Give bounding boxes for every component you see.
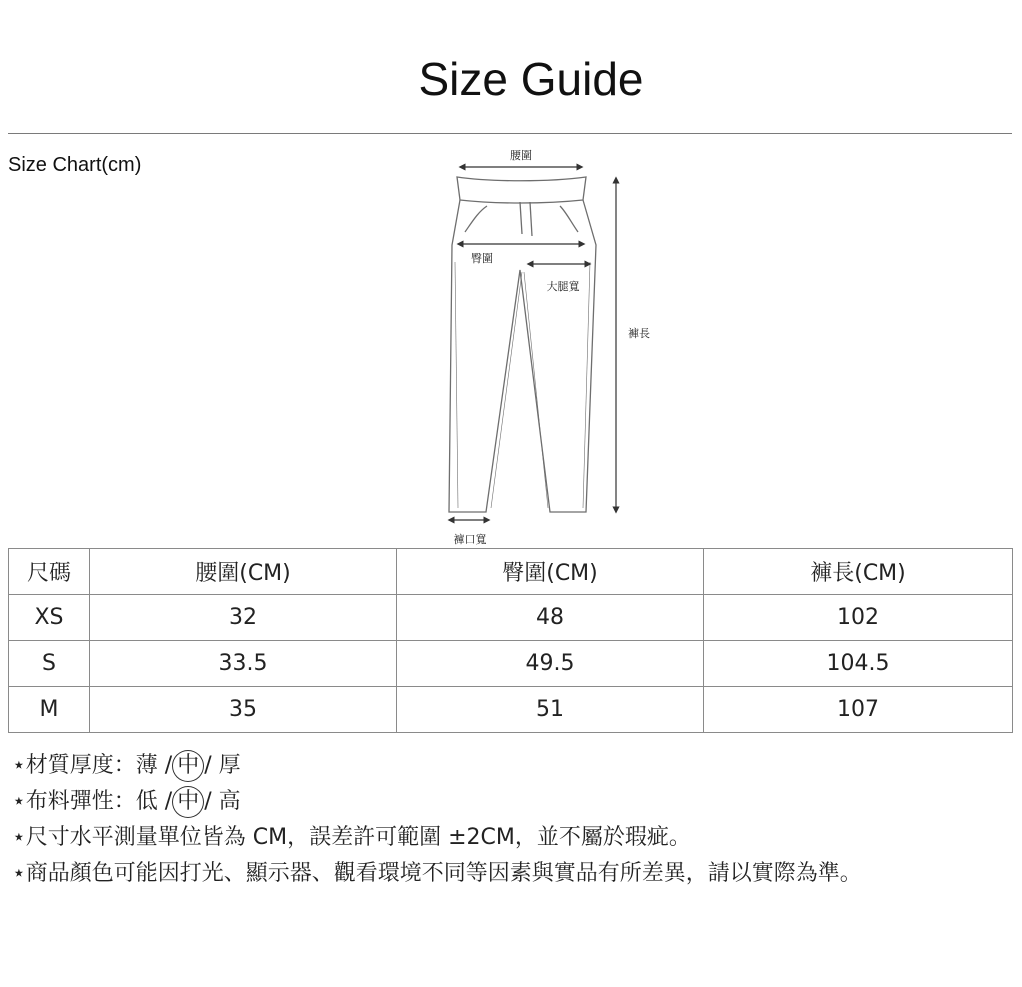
table-row	[9, 595, 1013, 641]
note-color: ⋆商品顏色可能因打光、顯示器、觀看環境不同等因素與實品有所差異，請以實際為準。	[12, 861, 862, 886]
header-length: 褲長(CM)	[704, 549, 1013, 595]
header-hip: 臀圍(CM)	[397, 549, 704, 595]
label-hip: 臀圍	[471, 252, 493, 265]
label-length: 褲長	[628, 327, 650, 340]
cell-waist: 33.5	[90, 641, 397, 687]
cell-hip: 51	[397, 687, 704, 733]
size-table	[8, 548, 1013, 733]
page-title: Size Guide	[418, 53, 644, 105]
cell-size: M	[9, 687, 90, 733]
cell-size: S	[9, 641, 90, 687]
elasticity-selected: 中	[172, 786, 204, 818]
table-row	[9, 641, 1013, 687]
label-waist: 腰圍	[510, 149, 532, 162]
cell-hip: 48	[397, 595, 704, 641]
note-elasticity	[12, 784, 862, 820]
notes	[12, 748, 862, 892]
cell-length: 107	[704, 687, 1013, 733]
note-thickness-suffix: / 厚	[204, 753, 241, 778]
section-subtitle: Size Chart(cm)	[8, 154, 142, 176]
cell-hip: 49.5	[397, 641, 704, 687]
pants-outline	[449, 177, 596, 512]
cell-length: 104.5	[704, 641, 1013, 687]
thickness-selected: 中	[172, 750, 204, 782]
label-thigh: 大腿寬	[546, 280, 580, 293]
header-waist: 腰圍(CM)	[90, 549, 397, 595]
table-row	[9, 687, 1013, 733]
pants-diagram	[0, 140, 700, 550]
note-elasticity-suffix: / 高	[204, 789, 241, 814]
cell-size: XS	[9, 595, 90, 641]
label-hem: 褲口寬	[453, 533, 487, 546]
header-size: 尺碼	[9, 549, 90, 595]
cell-length: 102	[704, 595, 1013, 641]
note-thickness	[12, 748, 862, 784]
cell-waist: 35	[90, 687, 397, 733]
note-measure: ⋆尺寸水平測量單位皆為 CM，誤差許可範圍 ±2CM，並不屬於瑕疵。	[12, 825, 691, 850]
table-header-row	[9, 549, 1013, 595]
divider	[8, 133, 1012, 134]
measure-lines	[451, 167, 616, 520]
cell-waist: 32	[90, 595, 397, 641]
note-elasticity-prefix: ⋆布料彈性：低 /	[12, 789, 173, 814]
note-thickness-prefix: ⋆材質厚度：薄 /	[12, 753, 173, 778]
